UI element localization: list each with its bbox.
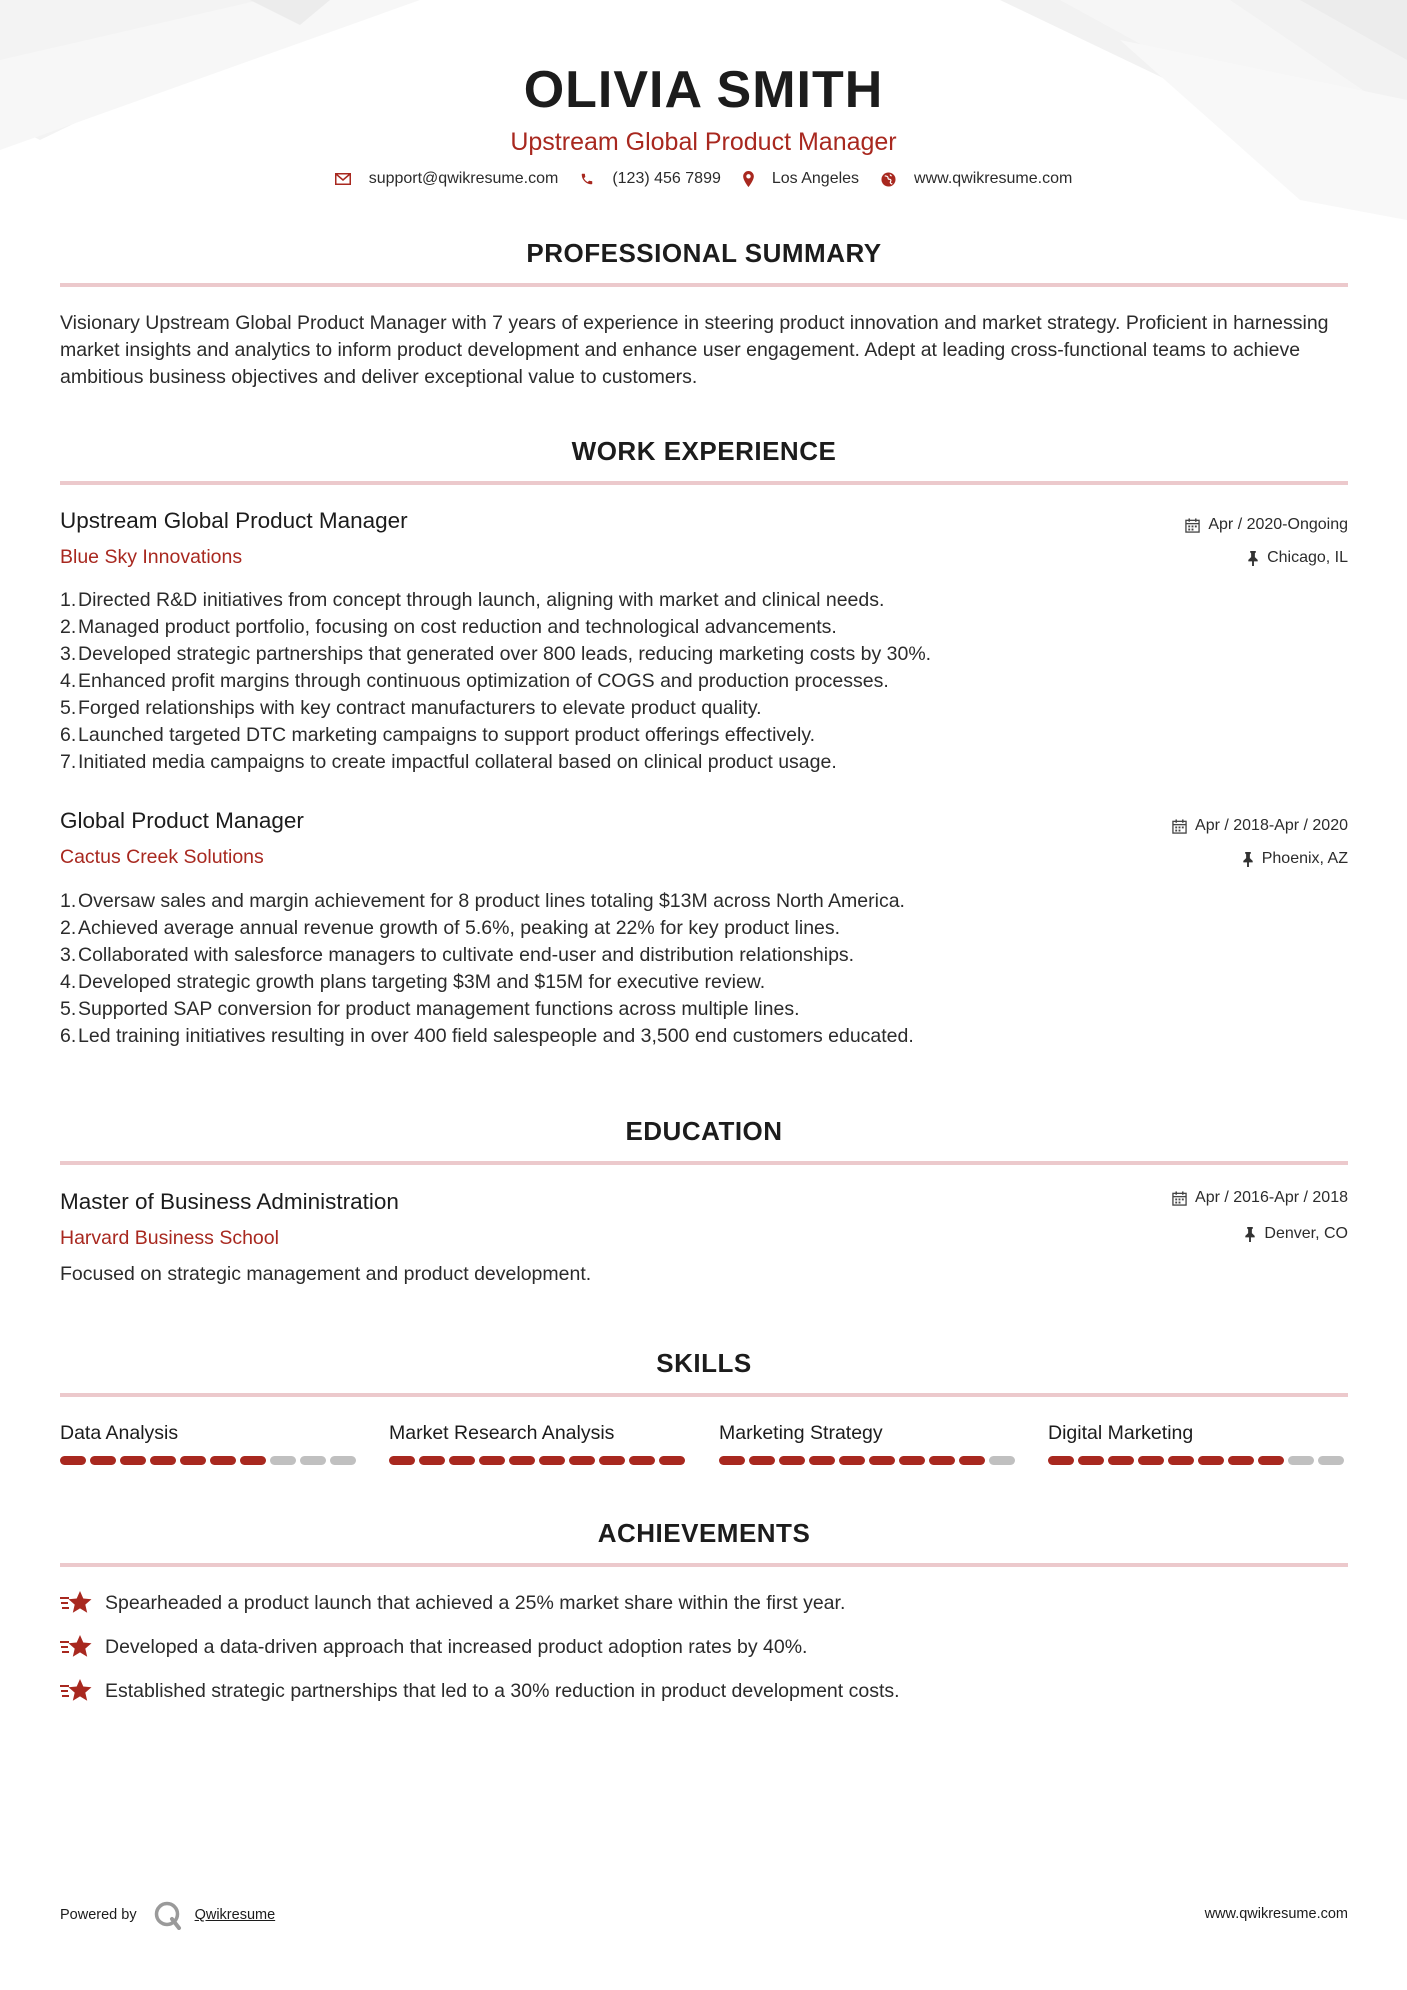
star-icon [60, 1678, 93, 1704]
job-title: Global Product Manager [60, 808, 304, 833]
achievement-item [60, 1634, 807, 1660]
education-dates-text: Apr / 2016-Apr / 2018 [1195, 1189, 1348, 1206]
skill-segment-filled [1198, 1456, 1224, 1465]
powered-by-label: Powered by [60, 1907, 137, 1923]
qwikresume-link[interactable]: Qwikresume [194, 1907, 276, 1923]
skill-segment-filled [569, 1456, 595, 1465]
job-location [1247, 549, 1348, 567]
education-dates [1172, 1189, 1348, 1207]
calendar-icon [1172, 1191, 1187, 1206]
list-item: 2. Managed product portfolio, focusing on cost reduction and technological advancements. [60, 616, 837, 638]
section-divider [60, 1563, 1348, 1567]
skill-segment-filled [150, 1456, 176, 1465]
skill-segment-filled [1138, 1456, 1164, 1465]
skill-segment-filled [1078, 1456, 1104, 1465]
achievement-item [60, 1678, 900, 1704]
job-title: Upstream Global Product Manager [60, 508, 408, 533]
skill-segment-empty [270, 1456, 296, 1465]
skill-rating-bar [719, 1456, 1019, 1465]
skill-segment-filled [1228, 1456, 1254, 1465]
skill-name: Digital Marketing [1048, 1422, 1194, 1444]
job-dates-text: Apr / 2018-Apr / 2020 [1195, 817, 1348, 834]
skill-segment-filled [719, 1456, 745, 1465]
skill-item [1048, 1420, 1348, 1465]
job-bullets [60, 888, 1320, 1050]
list-item: 6. Launched targeted DTC marketing campaigns to support product offerings effectively. [60, 724, 816, 746]
education-degree: Master of Business Administration [60, 1189, 399, 1214]
skill-segment-filled [479, 1456, 505, 1465]
envelope-icon [335, 173, 351, 185]
skill-segment-filled [1048, 1456, 1074, 1465]
phone-icon [580, 172, 594, 186]
location-text: Los Angeles [771, 170, 860, 187]
skill-name: Data Analysis [60, 1422, 179, 1444]
skill-name: Marketing Strategy [719, 1422, 883, 1444]
calendar-icon [1185, 518, 1200, 533]
education-school: Harvard Business School [60, 1227, 279, 1249]
section-title-experience: WORK EXPERIENCE [571, 436, 837, 466]
summary-text: Visionary Upstream Global Product Manager with 7 years of experience in steering product innovation and market strategy. Proficient in harnessing market insights and analytics to inform product development and enhance user engagement. Adept at leading cross-functional teams to achieve ambitious business objectives and deliver exceptional value to customers. [60, 312, 1329, 388]
list-item: 1. Oversaw sales and margin achievement for 8 product lines totaling $13M across North America. [60, 890, 905, 912]
skill-rating-bar [1048, 1456, 1348, 1465]
skill-segment-filled [899, 1456, 925, 1465]
skill-rating-bar [60, 1456, 360, 1465]
list-item: 3. Collaborated with salesforce managers to cultivate end-user and distribution relationships. [60, 944, 855, 966]
section-divider [60, 1161, 1348, 1165]
list-item: 2. Achieved average annual revenue growth of 5.6%, peaking at 22% for key product lines. [60, 917, 841, 939]
achievement-text: Established strategic partnerships that led to a 30% reduction in product development costs. [105, 1679, 900, 1702]
skill-item [389, 1420, 689, 1465]
job-location-text: Phoenix, AZ [1261, 850, 1348, 867]
star-icon [60, 1634, 93, 1660]
section-title-education: EDUCATION [625, 1116, 783, 1146]
list-item: 4. Developed strategic growth plans targeting $3M and $15M for executive review. [60, 971, 766, 993]
section-divider [60, 283, 1348, 287]
skill-item [719, 1420, 1019, 1465]
skill-segment-filled [599, 1456, 625, 1465]
skill-segment-filled [210, 1456, 236, 1465]
candidate-name: OLIVIA SMITH [523, 61, 884, 119]
job-dates-text: Apr / 2020-Ongoing [1208, 516, 1348, 533]
skill-segment-filled [869, 1456, 895, 1465]
section-title-summary: PROFESSIONAL SUMMARY [526, 238, 882, 268]
skill-segment-filled [539, 1456, 565, 1465]
skill-segment-filled [1258, 1456, 1284, 1465]
list-item: 6. Led training initiatives resulting in over 400 field salespeople and 3,500 end customers educated. [60, 1025, 914, 1047]
job-dates [1172, 817, 1348, 835]
pushpin-icon [1242, 852, 1254, 867]
achievement-text: Spearheaded a product launch that achieved a 25% market share within the first year. [105, 1591, 846, 1614]
list-item: 3. Developed strategic partnerships that generated over 800 leads, reducing marketing costs by 30%. [60, 643, 932, 665]
education-location [1244, 1225, 1348, 1243]
calendar-icon [1172, 819, 1187, 834]
skill-segment-filled [1108, 1456, 1134, 1465]
achievement-item [60, 1590, 845, 1616]
job-location [1242, 850, 1348, 868]
skill-segment-filled [509, 1456, 535, 1465]
job-dates [1185, 516, 1348, 534]
skill-segment-filled [779, 1456, 805, 1465]
job-location-text: Chicago, IL [1267, 549, 1348, 566]
skill-segment-filled [240, 1456, 266, 1465]
job-company: Cactus Creek Solutions [60, 846, 264, 868]
list-item: 1. Directed R&D initiatives from concept through launch, aligning with market and clinical needs. [60, 589, 885, 611]
skill-segment-filled [120, 1456, 146, 1465]
section-title-skills: SKILLS [656, 1348, 752, 1378]
achievement-text: Developed a data-driven approach that increased product adoption rates by 40%. [105, 1635, 808, 1658]
education-description: Focused on strategic management and product development. [60, 1263, 592, 1285]
contact-location [743, 170, 859, 188]
section-divider [60, 481, 1348, 485]
email-text: support@qwikresume.com [368, 170, 559, 187]
skill-segment-filled [659, 1456, 685, 1465]
skill-segment-filled [839, 1456, 865, 1465]
footer-powered-by [60, 1900, 275, 1930]
skill-segment-filled [419, 1456, 445, 1465]
skill-segment-filled [389, 1456, 415, 1465]
skill-segment-filled [929, 1456, 955, 1465]
skill-segment-filled [749, 1456, 775, 1465]
skill-segment-filled [180, 1456, 206, 1465]
section-divider [60, 1393, 1348, 1397]
skill-segment-empty [989, 1456, 1015, 1465]
contact-email[interactable] [335, 170, 559, 188]
footer-website[interactable]: www.qwikresume.com [1204, 1906, 1348, 1922]
contact-website[interactable] [881, 170, 1072, 188]
education-location-text: Denver, CO [1264, 1225, 1348, 1242]
skill-name: Market Research Analysis [389, 1422, 615, 1444]
contact-bar [0, 170, 1407, 188]
skill-segment-empty [330, 1456, 356, 1465]
skill-segment-filled [959, 1456, 985, 1465]
resume-header [0, 55, 1407, 159]
skill-segment-filled [629, 1456, 655, 1465]
skill-segment-filled [809, 1456, 835, 1465]
star-icon [60, 1590, 93, 1616]
list-item: 5. Forged relationships with key contract manufacturers to elevate product quality. [60, 697, 762, 719]
map-pin-icon [743, 171, 754, 187]
contact-phone[interactable] [580, 170, 721, 188]
globe-icon [881, 172, 896, 187]
skill-item [60, 1420, 360, 1465]
skill-rating-bar [389, 1456, 689, 1465]
skill-segment-empty [1288, 1456, 1314, 1465]
job-bullets [60, 587, 1320, 776]
website-text: www.qwikresume.com [914, 170, 1073, 187]
qwikresume-logo-icon [153, 1900, 183, 1930]
job-company: Blue Sky Innovations [60, 546, 243, 568]
skill-segment-filled [60, 1456, 86, 1465]
pushpin-icon [1247, 551, 1259, 566]
section-title-achievements: ACHIEVEMENTS [597, 1518, 811, 1548]
skill-segment-empty [1318, 1456, 1344, 1465]
list-item: 5. Supported SAP conversion for product management functions across multiple lines. [60, 998, 800, 1020]
pushpin-icon [1244, 1227, 1256, 1242]
skill-segment-filled [90, 1456, 116, 1465]
list-item: 4. Enhanced profit margins through continuous optimization of COGS and production processes. [60, 670, 889, 692]
skill-segment-filled [1168, 1456, 1194, 1465]
skill-segment-empty [300, 1456, 326, 1465]
list-item: 7. Initiated media campaigns to create impactful collateral based on clinical product usage. [60, 751, 837, 773]
phone-text: (123) 456 7899 [612, 170, 721, 187]
skill-segment-filled [449, 1456, 475, 1465]
candidate-title: Upstream Global Product Manager [510, 128, 897, 156]
